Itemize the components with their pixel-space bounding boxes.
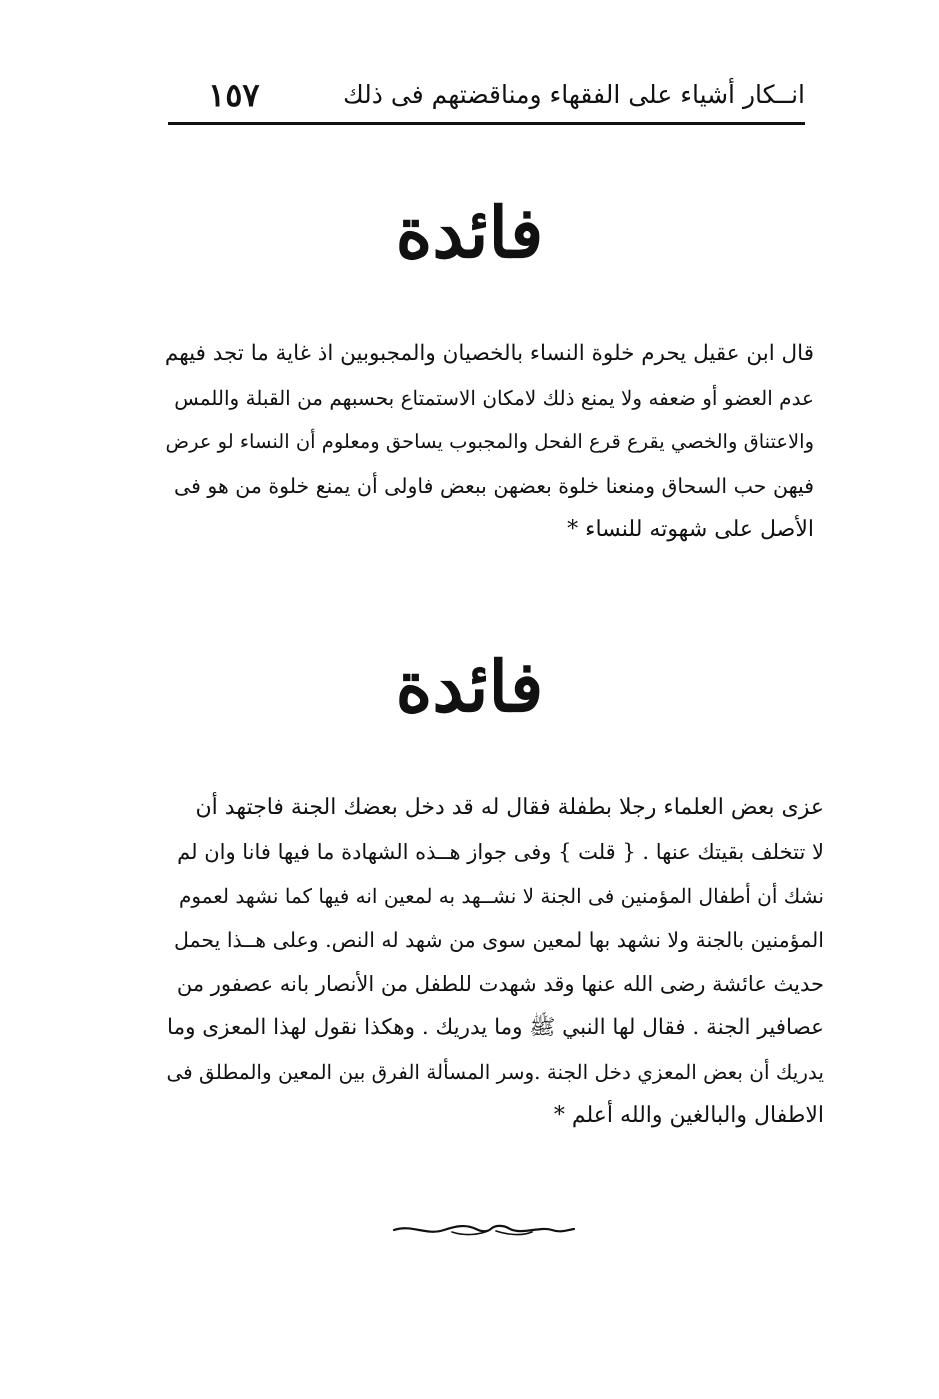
page-number: ١٥٧ bbox=[208, 76, 260, 114]
text-line: يدريك أن بعض المعزي دخل الجنة .وسر المسألة الفرق بين المعين والمطلق فى bbox=[166, 1060, 824, 1084]
text-line: الأصل على شهوته للنساء * bbox=[567, 517, 814, 542]
text-line: حديث عائشة رضى الله عنها وقد شهدت للطفل من الأنصار بانه عصفور من bbox=[176, 972, 824, 996]
text-line: عدم العضو أو ضعفه ولا يمنع ذلك لامكان الاستمتاع بحسبهم من القبلة واللمس bbox=[174, 386, 814, 410]
text-line: الاطفال والبالغين والله أعلم * bbox=[553, 1103, 824, 1128]
text-line: نشك أن أطفال المؤمنين فى الجنة لا نشــهد به لمعين انه فيها كما نشهد لعموم bbox=[178, 884, 824, 908]
text-line: عزى بعض العلماء رجلا بطفلة فقال له قد دخل بعضك الجنة فاجتهد أن bbox=[195, 795, 824, 820]
scroll-flourish-icon bbox=[392, 1220, 576, 1240]
section-heading: فائدة bbox=[395, 645, 544, 728]
page-header bbox=[168, 74, 805, 120]
text-line: قال ابن عقيل يحرم خلوة النساء بالخصيان والمجبوبين اذ غاية ما تجد فيهم bbox=[164, 341, 814, 366]
header-rule bbox=[168, 122, 805, 125]
section-paragraph bbox=[164, 786, 824, 1138]
text-line: والاعتناق والخصي يقرع قرع الفحل والمجبوب يساحق ومعلوم أن النساء لو عرض bbox=[165, 430, 814, 453]
text-line: لا تتخلف بقيتك عنها . { قلت } وفى جواز هــذه الشهادة ما فيها فانا وان لم bbox=[177, 840, 824, 864]
text-line: عصافير الجنة . فقال لها النبي ﷺ وما يدريك . وهكذا نقول لهذا المعزى وما bbox=[167, 1015, 824, 1040]
section-paragraph bbox=[164, 332, 814, 552]
running-title: انــكار أشياء على الفقهاء ومناقضتهم فى ذلك bbox=[343, 80, 805, 109]
text-line: المؤمنين بالجنة ولا نشهد بها لمعين سوى من شهد له النص. وعلى هــذا يحمل bbox=[173, 928, 824, 952]
text-line: فيهن حب السحاق ومنعنا خلوة بعضهن ببعض فاولى أن يمنع خلوة من هو فى bbox=[173, 474, 814, 498]
section-heading: فائدة bbox=[395, 191, 544, 274]
